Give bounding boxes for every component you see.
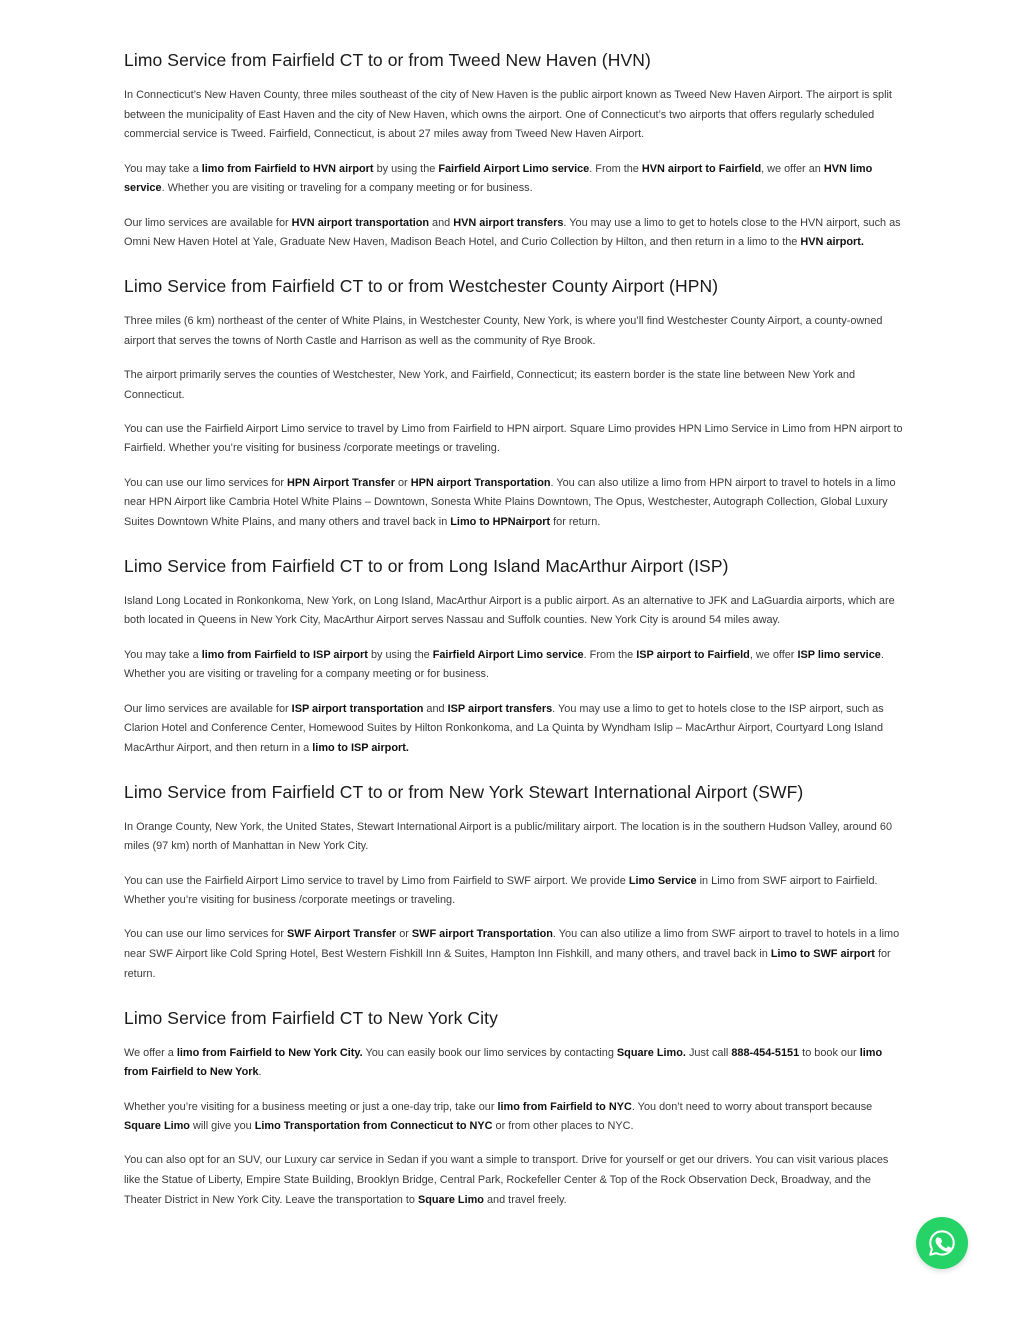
text-run: by using the — [367, 648, 433, 661]
paragraph — [124, 925, 904, 984]
section-title: Limo Service from Fairfield CT to or from New York Stewart International Airport (SWF) — [124, 781, 804, 802]
section-swf — [124, 781, 904, 985]
text-run: and — [429, 216, 454, 229]
phone-number: 888-454-5151 — [731, 1046, 800, 1059]
bold-text: HVN limo service — [124, 162, 873, 195]
bold-text: limo from Fairfield to HVN airport — [201, 162, 374, 175]
bold-text: Limo to HPNairport — [450, 516, 551, 529]
text-run: Three miles (6 km) northeast of the center of White Plains, in Westchester County, New York, is where you’ll find Westchester County Airport, a county-owned airport that serves the towns of North Castle and Harrison as well as the community of Rye Brook. — [124, 314, 883, 347]
text-run: You may take a — [124, 162, 202, 175]
text-run: Just call — [685, 1046, 732, 1059]
paragraph — [124, 1044, 904, 1083]
bold-text: Square Limo — [417, 1193, 484, 1206]
text-run: . You may use a limo to get to hotels close to the ISP airport, such as Clarion Hotel and Conference Center, Homewood Suites by Hilton Ronkonkoma, and La Quinta by Wyndham Islip – MacArthur Airport, Courtyard Long Island MacArthur Airport, and then return in a — [124, 702, 884, 754]
paragraph — [124, 818, 904, 857]
text-run: . You don’t need to worry about transport because — [631, 1100, 873, 1113]
text-run: You can use the Fairfield Airport Limo service to travel by Limo from Fairfield to HPN airport. Square Limo provides HPN Limo Service in Limo from HPN airport to Fairfield. Whether you’re visiting for business /corporate meetings or traveling. — [124, 422, 903, 455]
text-run: to book our — [799, 1046, 860, 1059]
bold-text: ISP limo service — [797, 648, 881, 661]
text-run: Whether you’re visiting for a business meeting or just a one-day trip, take our — [124, 1100, 498, 1113]
text-run: and travel freely. — [483, 1193, 567, 1206]
section-isp — [124, 555, 904, 759]
section-hvn — [124, 49, 904, 253]
bold-text: limo from Fairfield to New York — [124, 1046, 883, 1079]
text-run: for return. — [124, 948, 891, 980]
bold-text: ISP airport transfers — [447, 702, 553, 715]
bold-text: SWF airport Transportation — [411, 928, 553, 941]
text-run: In Orange County, New York, the United States, Stewart International Airport is a public/military airport. The location is in the southern Hudson Valley, around 60 miles (97 km) north of Manhattan in New York City. — [124, 820, 892, 853]
text-run: Our limo services are available for — [124, 216, 292, 229]
section-title: Limo Service from Fairfield CT to or from Westchester County Airport (HPN) — [124, 275, 719, 296]
bold-text: HPN Airport Transfer — [287, 476, 395, 489]
text-run: You can use our limo services for — [124, 928, 288, 941]
text-run: . Whether you are visiting or traveling for a company meeting or for business. — [161, 182, 533, 195]
bold-text: HVN airport. — [800, 236, 864, 249]
bold-text: limo from Fairfield to New York City. — [176, 1046, 363, 1059]
bold-text: SWF Airport Transfer — [287, 928, 397, 941]
section-title: Limo Service from Fairfield CT to New York City — [124, 1007, 498, 1028]
text-run: and — [423, 702, 448, 715]
paragraph — [124, 646, 904, 685]
bold-text: Limo Service — [628, 874, 697, 887]
bold-text: ISP airport transportation — [291, 702, 424, 715]
paragraph — [124, 420, 904, 459]
text-run: You can use the Fairfield Airport Limo service to travel by Limo from Fairfield to SWF airport. We provide — [124, 874, 629, 887]
paragraph — [124, 366, 904, 405]
bold-text: limo to ISP airport. — [312, 741, 409, 754]
whatsapp-chat-button[interactable] — [916, 1217, 968, 1269]
text-run: We offer a — [124, 1046, 177, 1059]
paragraph — [124, 312, 904, 351]
bold-text: Fairfield Airport Limo service — [432, 648, 584, 661]
text-run: . You can also utilize a limo from HPN airport to travel to hotels in a limo near HPN Airport like Cambria Hotel White Plains – Downtown, Sonesta White Plains Downtown, The Opus, Westchester, Autograph Collection, Global Luxury Suites Downtown White Plains, and many others and travel back in — [124, 476, 896, 529]
text-run: Island Long Located in Ronkonkoma, New York, on Long Island, MacArthur Airport is a public airport. As an alternative to JFK and LaGuardia airports, which are both located in Queens in New York City, MacArthur Airport serves Nassau and Suffolk counties. New York City is around 54 miles away. — [124, 594, 895, 627]
text-run: will give you — [189, 1120, 255, 1133]
bold-text: Limo to SWF airport — [770, 948, 875, 961]
text-run: or — [394, 476, 411, 489]
bold-text: HVN airport to Fairfield — [641, 162, 762, 175]
text-run: . You may use a limo to get to hotels close to the HVN airport, such as Omni New Haven Hotel at Yale, Graduate New Haven, Madison Beach Hotel, and Curio Collection by Hilton, and then return in a limo to the — [124, 216, 901, 249]
paragraph — [124, 214, 904, 253]
bold-text: HPN airport Transportation — [410, 476, 551, 489]
text-run: The airport primarily serves the counties of Westchester, New York, and Fairfield, Connecticut; its eastern border is the state line between New York and Connecticut. — [124, 368, 856, 401]
paragraph — [124, 700, 904, 759]
text-run: in Limo from SWF airport to Fairfield. Whether you’re visiting for business /corporate meetings or traveling. — [124, 874, 878, 907]
paragraph — [124, 592, 904, 631]
text-run: . — [258, 1066, 262, 1079]
section-title: Limo Service from Fairfield CT to or from Long Island MacArthur Airport (ISP) — [124, 555, 729, 576]
bold-text: Limo Transportation from Connecticut to NYC — [254, 1120, 493, 1133]
text-run: Our limo services are available for — [124, 702, 292, 715]
text-run: by using the — [373, 162, 439, 175]
paragraph — [124, 160, 904, 199]
text-run: or — [396, 928, 412, 941]
paragraph — [124, 86, 904, 145]
text-run: or from other places to NYC. — [492, 1120, 634, 1133]
text-run: . From the — [583, 648, 637, 661]
paragraph — [124, 1151, 904, 1210]
paragraph — [124, 474, 904, 533]
text-run: You may take a — [124, 648, 202, 661]
bold-text: limo from Fairfield to ISP airport — [201, 648, 368, 661]
text-run: You can also opt for an SUV, our Luxury car service in Sedan if you want a simple to transport. Drive for yourself or get our drivers. You can visit various places like the Statue of Liberty, Empire State Building, Brooklyn Bridge, Central Park, Rockefeller Center & Top of the Rock Observation Deck, Broadway, and the Theater District in New York City. Leave the transportation to — [124, 1154, 889, 1206]
text-run: , we offer an — [761, 162, 824, 175]
article-content — [124, 49, 904, 1233]
text-run: In Connecticut’s New Haven County, three miles southeast of the city of New Haven is the public airport known as Tweed New Haven Airport. The airport is split between the municipality of East Haven and the city of New Haven, which owns the airport. One of Connecticut’s two airports that offers regularly scheduled commercial service is Tweed. Fairfield, Connecticut, is about 27 miles away from Tweed New Haven Airport. — [124, 89, 892, 141]
paragraph — [124, 872, 904, 911]
paragraph — [124, 1098, 904, 1137]
bold-text: limo from Fairfield to NYC — [497, 1100, 632, 1113]
bold-text: HVN airport transfers — [453, 216, 564, 229]
text-run: for return. — [550, 516, 601, 529]
bold-text: HVN airport transportation — [291, 216, 430, 229]
section-title: Limo Service from Fairfield CT to or from Tweed New Haven (HVN) — [124, 50, 651, 70]
text-run: You can easily book our limo services by contacting — [362, 1046, 617, 1059]
text-run: You can use our limo services for — [124, 476, 288, 489]
whatsapp-icon — [927, 1228, 957, 1258]
text-run: . From the — [589, 162, 642, 175]
bold-text: Square Limo — [124, 1120, 190, 1133]
text-run: . Whether you are visiting or traveling for a company meeting or for business. — [124, 648, 884, 681]
text-run: , we offer — [749, 648, 798, 661]
section-hpn — [124, 275, 904, 533]
bold-text: Square Limo. — [616, 1046, 686, 1059]
section-nyc — [124, 1007, 904, 1211]
text-run: . You can also utilize a limo from SWF airport to travel to hotels in a limo near SWF Airport like Cold Spring Hotel, Best Western Fishkill Inn & Suites, Hampton Inn Fishkill, and many others, and travel back in — [124, 928, 900, 961]
bold-text: Fairfield Airport Limo service — [438, 162, 590, 175]
bold-text: ISP airport to Fairfield — [636, 648, 750, 661]
